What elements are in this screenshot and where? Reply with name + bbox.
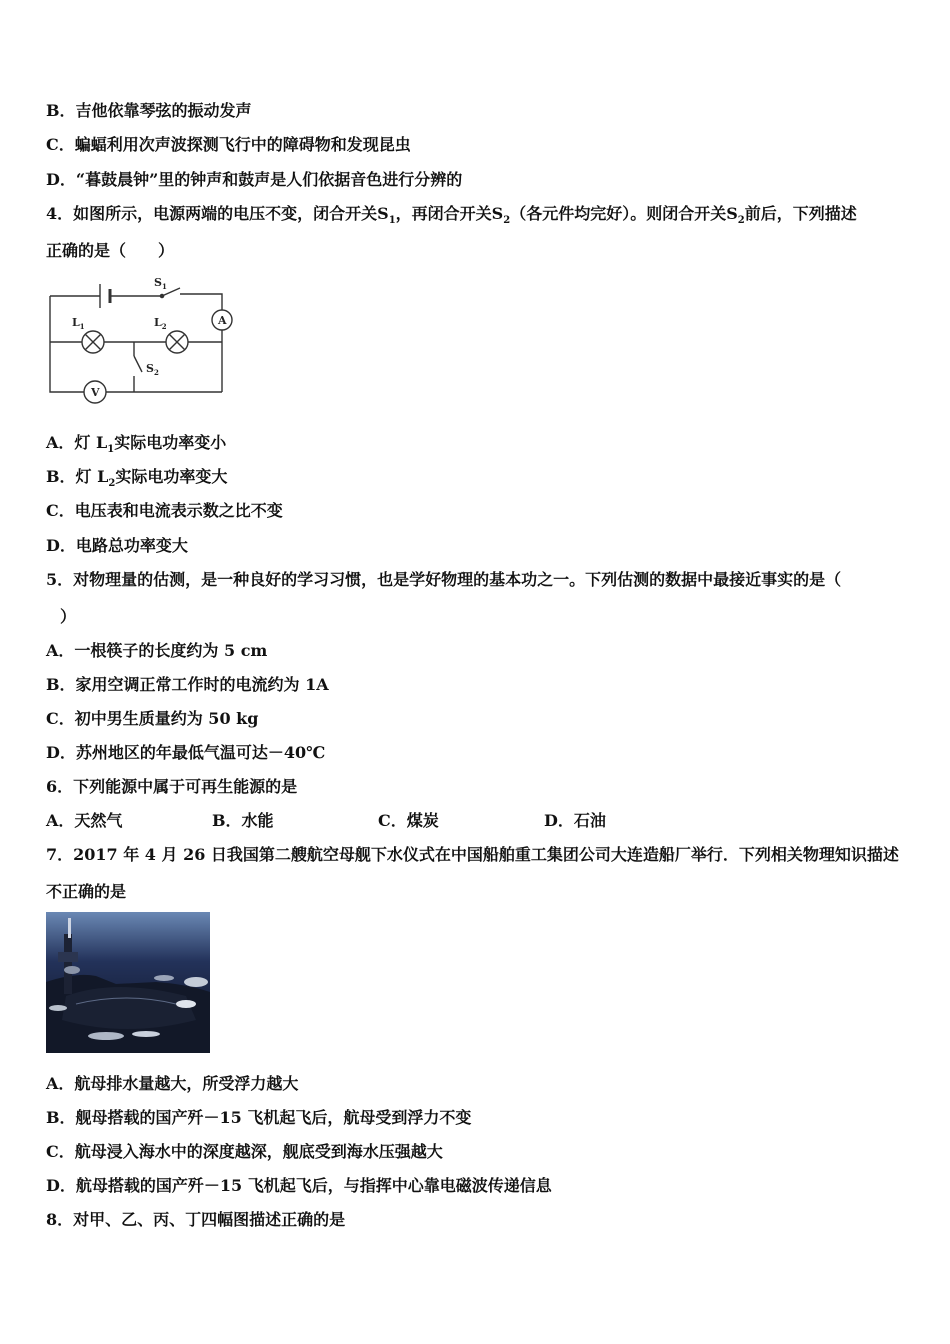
- q3-option-c: C．蝙蝠利用次声波探测飞行中的障碍物和发现昆虫: [46, 135, 411, 154]
- lamp-l2-icon: [166, 331, 188, 353]
- q6-stem: 6．下列能源中属于可再生能源的是: [46, 777, 298, 796]
- lamp-l1-icon: [82, 331, 104, 353]
- q5-stem: 5．对物理量的估测，是一种良好的学习习惯，也是学好物理的基本功之一。下列估测的数据中最接近事实的是（: [46, 570, 842, 589]
- label-l2: $L_2$: [154, 316, 167, 331]
- q7-option-b: B．舰母搭载的国产歼－15 飞机起飞后，航母受到浮力不变: [46, 1108, 472, 1127]
- circuit-wire-left: [50, 296, 84, 392]
- q6-option-c: C．煤炭: [378, 811, 439, 830]
- q5-option-b: B．家用空调正常工作时的电流约为 1A: [46, 675, 329, 694]
- q6-option-a: A．天然气: [46, 811, 123, 830]
- q5-option-a: A．一根筷子的长度约为 5 cm: [46, 641, 268, 660]
- q4-option-c: C．电压表和电流表示数之比不变: [46, 501, 283, 520]
- q6-option-d: D．石油: [544, 811, 606, 830]
- label-voltmeter: V: [91, 386, 100, 399]
- q4-option-d: D．电路总功率变大: [46, 536, 188, 555]
- q4-stem-line2: 正确的是（ ）: [46, 241, 175, 260]
- switch-s2-blade: [134, 356, 142, 372]
- q3-option-b: B．吉他依靠琴弦的振动发声: [46, 101, 252, 120]
- q6-option-b: B．水能: [212, 811, 274, 830]
- q7-option-d: D．航母搭载的国产歼－15 飞机起飞后，与指挥中心靠电磁波传递信息: [46, 1176, 552, 1195]
- label-ammeter: A: [218, 314, 227, 327]
- aircraft-carrier-photo: [46, 912, 210, 1053]
- label-s2: $S_2$: [146, 362, 159, 377]
- q7-option-a: A．航母排水量越大，所受浮力越大: [46, 1074, 299, 1093]
- q4-option-b: B．灯 $L_2$实际电功率变大: [46, 467, 228, 490]
- q5-option-c: C．初中男生质量约为 50 kg: [46, 709, 259, 728]
- q6-options: [46, 811, 606, 831]
- battery-icon: [100, 284, 110, 308]
- label-l1: $L_1$: [72, 316, 85, 331]
- q8-stem: 8．对甲、乙、丙、丁四幅图描述正确的是: [46, 1210, 346, 1229]
- q4-option-a: A．灯 $L_1$实际电功率变小: [46, 433, 227, 456]
- q4-stem: 4．如图所示，电源两端的电压不变，闭合开关$S_1$，再闭合开关$S_2$（各元件均完好）。则闭合开关$S_2$前后，下列描述: [46, 204, 857, 227]
- q7-stem: 7．2017 年 4 月 26 日我国第二艘航空母舰下水仪式在中国船舶重工集团公司大连造船厂举行．下列相关物理知识描述: [46, 845, 899, 864]
- q7-stem-line2: 不正确的是: [46, 882, 127, 901]
- q5-stem-line2: ）: [60, 607, 77, 626]
- label-s1: $S_1$: [154, 276, 167, 291]
- circuit-diagram: [46, 272, 242, 412]
- q3-option-d: D．“暮鼓晨钟”里的钟声和鼓声是人们依据音色进行分辨的: [46, 170, 463, 189]
- circuit-wire-top-right: [180, 294, 222, 310]
- q7-option-c: C．航母浸入海水中的深度越深，舰底受到海水压强越大: [46, 1142, 443, 1161]
- q5-option-d: D．苏州地区的年最低气温可达－40℃: [46, 743, 326, 762]
